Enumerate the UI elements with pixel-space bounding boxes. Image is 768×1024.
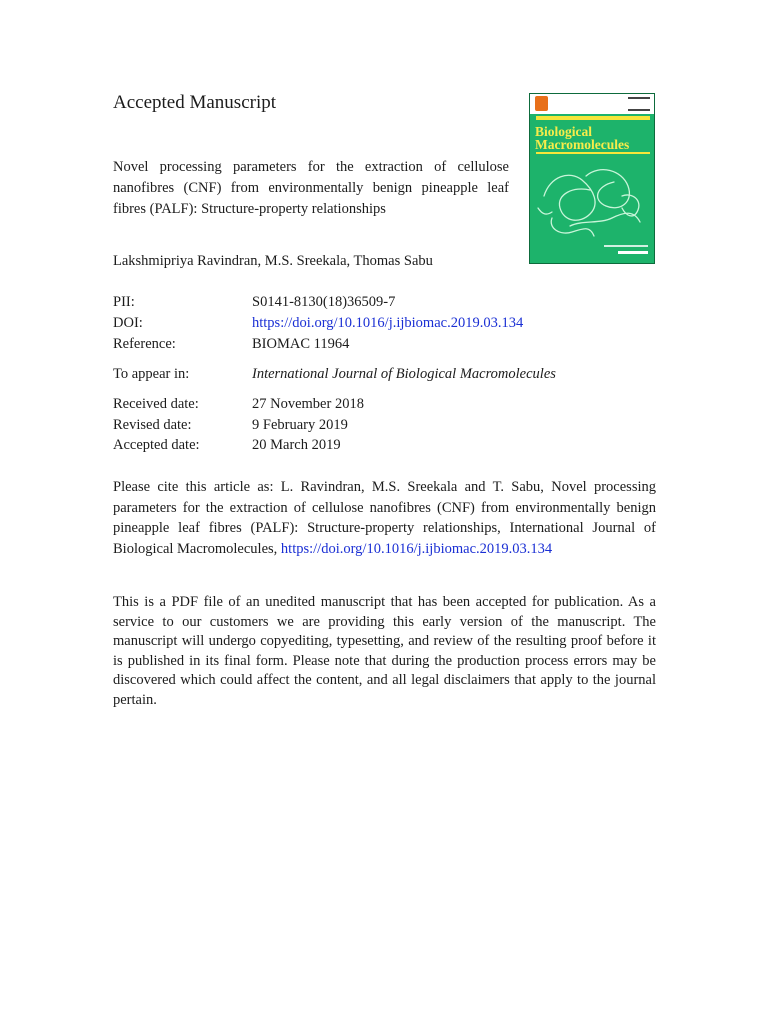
accepted-value: 20 March 2019 — [252, 437, 341, 453]
appear-label: To appear in: — [113, 366, 190, 382]
cover-code-icon — [628, 97, 650, 111]
revised-value: 9 February 2019 — [252, 417, 348, 433]
cover-footer-line — [604, 245, 648, 247]
elsevier-logo-icon — [535, 96, 548, 111]
citation-doi-link[interactable]: https://doi.org/10.1016/j.ijbiomac.2019.03.134 — [280, 540, 553, 557]
revised-label: Revised date: — [113, 417, 192, 433]
citation-paragraph — [113, 477, 656, 559]
cover-strap-bar — [536, 152, 650, 154]
cover-journal-name: Biological Macromolecules — [535, 124, 630, 152]
pii-label: PII: — [113, 294, 135, 310]
journal-value: International Journal of Biological Macromolecules — [252, 366, 556, 382]
received-value: 27 November 2018 — [252, 396, 364, 412]
received-label: Received date: — [113, 396, 199, 412]
doi-link[interactable]: https://doi.org/10.1016/j.ijbiomac.2019.03.134 — [252, 315, 524, 331]
accepted-label: Accepted date: — [113, 437, 200, 453]
page-heading: Accepted Manuscript — [113, 92, 277, 113]
article-authors: Lakshmipriya Ravindran, M.S. Sreekala, Thomas Sabu — [113, 253, 433, 269]
citation-text: Please cite this article as: L. Ravindran, M.S. Sreekala and T. Sabu, Novel processing parameters for the extraction of cellulose nanofibres (CNF) from environmentally benign pineapple leaf fibres (PALF): Structure-property relationships, International Journal of Biological Macromolecules, — [113, 479, 656, 557]
article-title: Novel processing parameters for the extraction of cellulose nanofibres (CNF) from environmentally benign pineapple leaf fibres (PALF): Structure-property relationships — [113, 159, 509, 217]
pii-value: S0141-8130(18)36509-7 — [252, 294, 396, 310]
cover-kicker-bar — [536, 116, 650, 120]
protein-structure-icon — [530, 156, 655, 246]
journal-cover — [529, 93, 655, 264]
cover-publisher-mark — [618, 251, 648, 254]
reference-label: Reference: — [113, 336, 176, 352]
doi-label: DOI: — [113, 315, 143, 331]
disclaimer-paragraph: This is a PDF file of an unedited manuscript that has been accepted for publication. As a service to our customers we are providing this early version of the manuscript. The manuscript will undergo copyediting, typesetting, and review of the resulting proof before it is published in its final form. Please note that during the production process errors may be discovered which could affect the content, and all legal disclaimers that apply to the journal pertain. — [113, 594, 656, 708]
reference-value: BIOMAC 11964 — [252, 336, 350, 352]
